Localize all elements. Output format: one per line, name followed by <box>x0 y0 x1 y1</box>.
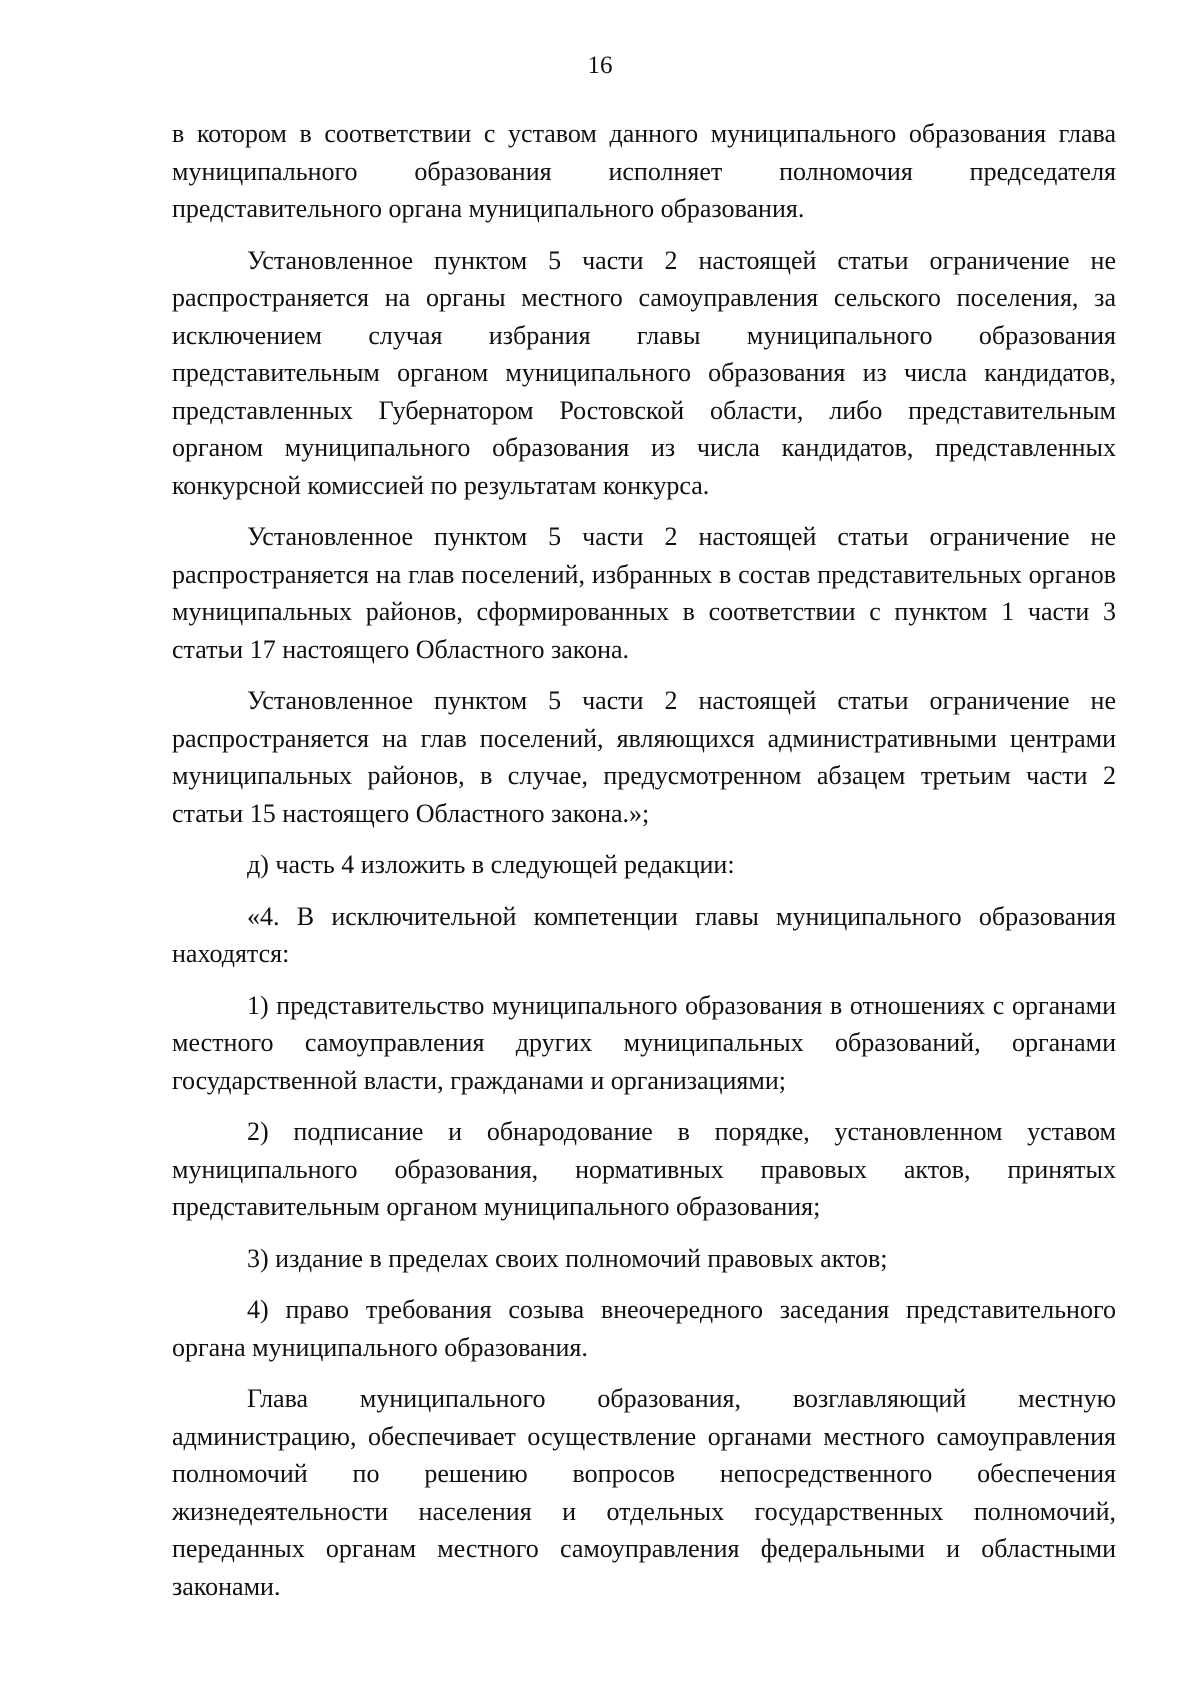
paragraph-restriction-admin-centers: Установленное пунктом 5 части 2 настоящей статьи ограничение не распространяется на глав поселений, являющихся административными центрами муниципальных районов, в случае, предусмотренном абзацем третьим части 2 статьи 15 настоящего Областного закона.»; <box>172 686 1116 828</box>
list-item-3: 3) издание в пределах своих полномочий правовых актов; <box>247 1243 888 1273</box>
document-body <box>172 115 1116 1619</box>
paragraph-restriction-district: Установленное пунктом 5 части 2 настоящей статьи ограничение не распространяется на глав поселений, избранных в состав представительных органов муниципальных районов, сформированных в соответствии с пунктом 1 части 3 статьи 17 настоящего Областного закона. <box>172 522 1116 664</box>
paragraph-amendment-intro: д) часть 4 изложить в следующей редакции: <box>247 850 735 879</box>
paragraph-continuation: в котором в соответствии с уставом данного муниципального образования глава муниципального образования исполняет полномочия председателя представительного органа муниципального образования. <box>172 119 1116 223</box>
page-number: 16 <box>587 52 613 79</box>
list-item-4: 4) право требования созыва внеочередного заседания представительного органа муниципального образования. <box>172 1295 1116 1362</box>
list-item-2: 2) подписание и обнародование в порядке, установленном уставом муниципального образования, нормативных правовых актов, принятых представительным органом муниципального образования; <box>172 1117 1116 1221</box>
paragraph-exclusive-competence: «4. В исключительной компетенции главы муниципального образования находятся: <box>172 901 1116 968</box>
list-item-1: 1) представительство муниципального образования в отношениях с органами местного самоуправления других муниципальных образований, органами государственной власти, гражданами и организациями; <box>172 990 1116 1095</box>
paragraph-head-administration: Глава муниципального образования, возглавляющий местную администрацию, обеспечивает осуществление органами местного самоуправления полномочий по решению вопросов непосредственного обеспечения жизнедеятельности населения и отдельных государственных полномочий, переданных органам местного самоуправления федеральными и областными законами. <box>172 1384 1116 1601</box>
paragraph-restriction-rural: Установленное пунктом 5 части 2 настоящей статьи ограничение не распространяется на органы местного самоуправления сельского поселения, за исключением случая избрания главы муниципального образования представительным органом муниципального образования из числа кандидатов, представленных Губернатором Ростовской области, либо представительным органом муниципального образования из числа кандидатов, представленных конкурсной комиссией по результатам конкурса. <box>172 245 1116 500</box>
